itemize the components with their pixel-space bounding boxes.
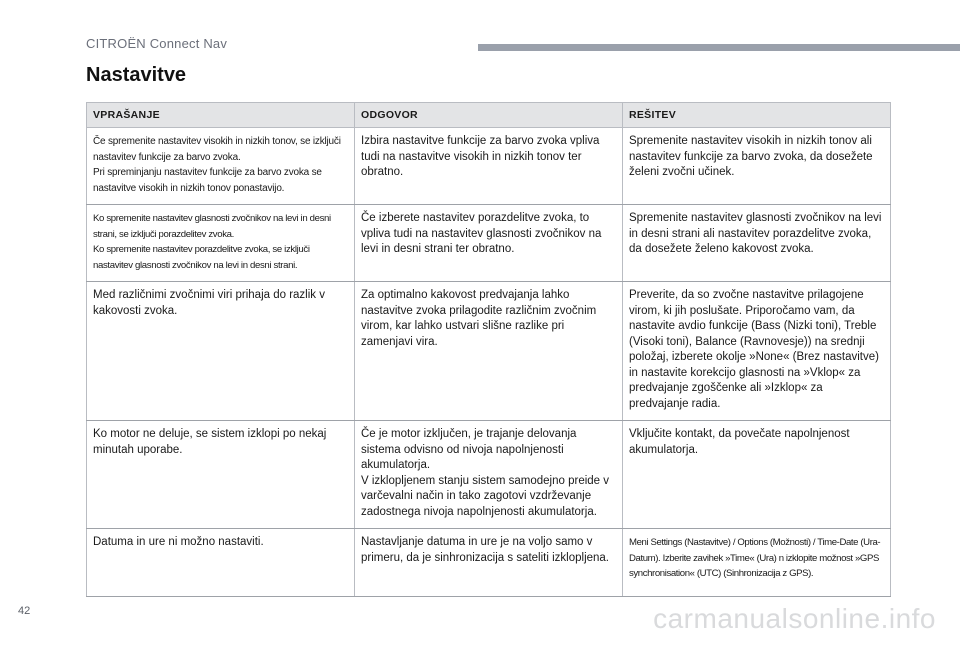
solution-cell: Meni Settings (Nastavitve) / Options (Možnosti) / Time-Date (Ura-Datum). Izberite zavihek »Time« (Ura) n izklopite možnost »GPS synchronisation« (UTC) (Sinhronizacija z GPS).: [623, 529, 891, 597]
question-cell: Ko spremenite nastavitev glasnosti zvočnikov na levi in desni strani, se izključi porazdelitev zvoka. Ko spremenite nastavitev porazdelitve zvoka, se izključi nastavitev glasnosti zvočnikov na levi in desni strani.: [87, 205, 355, 282]
header-brand: CITROËN Connect Nav: [86, 36, 228, 51]
solution-cell: Preverite, da so zvočne nastavitve prilagojene virom, ki jih poslušate. Priporočamo vam, da nastavite avdio funkcije (Bass (Nizki toni), Treble (Visoki toni), Balance (Ravnovesje)) na srednji položaj, izberete okolje »None« (Brez nastavitve) in nastavite korekcijo glasnosti na »Vklop« za predvajanje zgoščenke ali »Izklop« za predvajanje radia.: [623, 282, 891, 421]
solution-cell: Spremenite nastavitev visokih in nizkih tonov ali nastavitev funkcije za barvo zvoka, da dosežete želeni zvočni učinek.: [623, 128, 891, 205]
column-header-question: VPRAŠANJE: [87, 103, 355, 128]
solution-cell: Vključite kontakt, da povečate napolnjenost akumulatorja.: [623, 421, 891, 529]
table-row: [87, 529, 891, 597]
solution-cell: Spremenite nastavitev glasnosti zvočnikov na levi in desni strani ali nastavitev porazdelitve zvoka, da dosežete želeno kakovost zvoka.: [623, 205, 891, 282]
page-number: 42: [18, 605, 31, 617]
table-header-row: [87, 103, 891, 128]
column-header-answer: ODGOVOR: [355, 103, 623, 128]
answer-cell: Izbira nastavitve funkcije za barvo zvoka vpliva tudi na nastavitve visokih in nizkih tonov ter obratno.: [355, 128, 623, 205]
page-title: Nastavitve: [86, 64, 187, 86]
table-row: [87, 421, 891, 529]
answer-cell: Nastavljanje datuma in ure je na voljo samo v primeru, da je sinhronizacija s sateliti izklopljena.: [355, 529, 623, 597]
question-cell: Ko motor ne deluje, se sistem izklopi po nekaj minutah uporabe.: [87, 421, 355, 529]
question-cell: Če spremenite nastavitev visokih in nizkih tonov, se izključi nastavitev funkcije za barvo zvoka. Pri spreminjanju nastavitev funkcije za barvo zvoka se nastavitve visokih in nizkih tonov ponastavijo.: [87, 128, 355, 205]
faq-table: [86, 102, 891, 597]
question-cell: Med različnimi zvočnimi viri prihaja do razlik v kakovosti zvoka.: [87, 282, 355, 421]
question-cell: Datuma in ure ni možno nastaviti.: [87, 529, 355, 597]
answer-cell: Če je motor izključen, je trajanje delovanja sistema odvisno od nivoja napolnjenosti akumulatorja. V izklopljenem stanju sistem samodejno preide v varčevalni način in tako zagotovi vzdrževanje zadostnega nivoja napolnjenosti akumulatorja.: [355, 421, 623, 529]
answer-cell: Če izberete nastavitev porazdelitve zvoka, to vpliva tudi na nastavitev glasnosti zvočnikov na levi in desni strani ter obratno.: [355, 205, 623, 282]
answer-cell: Za optimalno kakovost predvajanja lahko nastavitve zvoka prilagodite različnim zvočnim virom, kar lahko ustvari slišne razlike pri zamenjavi vira.: [355, 282, 623, 421]
table-row: [87, 128, 891, 205]
header-divider-bar: [478, 44, 960, 51]
table-row: [87, 205, 891, 282]
column-header-solution: REŠITEV: [623, 103, 891, 128]
watermark-logo: carmanualsonline.info: [653, 603, 936, 634]
table-row: [87, 282, 891, 421]
